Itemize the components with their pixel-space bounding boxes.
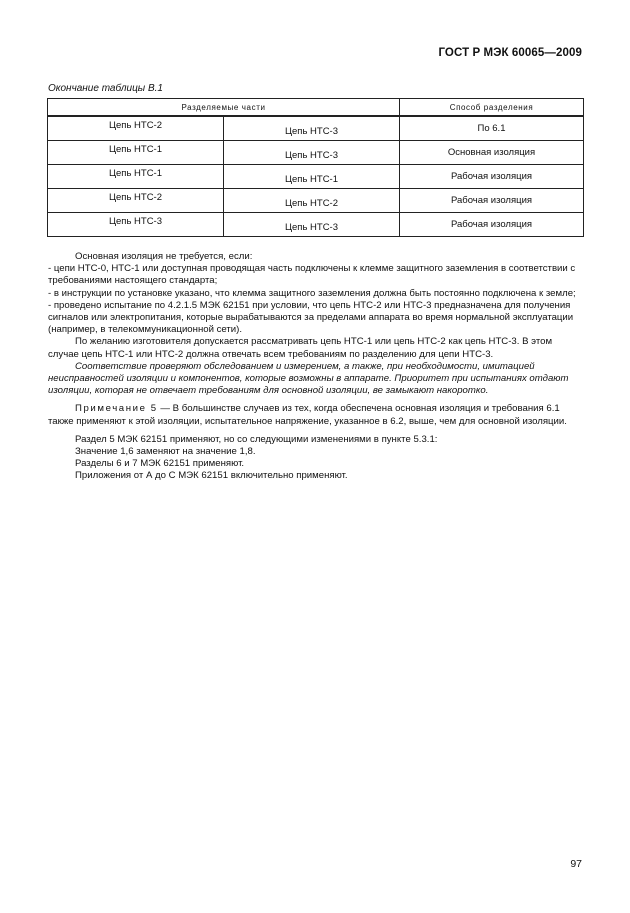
note-text: — В большинстве случаев из тех, когда обеспечена основная изоляция и требования 6.1 также применяют к этой изоляции, испытательное напряжение, указанное в 6.2, выше, чем для основной изоляции.: [48, 403, 567, 427]
document-standard-header: ГОСТ Р МЭК 60065—2009: [438, 47, 582, 59]
paragraph-section-5: Раздел 5 МЭК 62151 применяют, но со следующими изменениями в пункте 5.3.1:: [75, 433, 438, 445]
cell-part-b: Цепь НТС-1: [224, 165, 400, 189]
table-caption: Окончание таблицы В.1: [48, 83, 163, 94]
table-row: [48, 189, 584, 213]
paragraph-value-change: Значение 1,6 заменяют на значение 1,8.: [75, 446, 256, 458]
table-row: [48, 165, 584, 189]
body-text: [48, 251, 583, 483]
cell-method: По 6.1: [400, 116, 584, 141]
paragraph-compliance-check: Соответствие проверяют обследованием и измерением, а также, при необходимости, имитацией неисправностей изоляции и компонентов, которые возможны в аппарате. Приоритет при испытаниях отдают изоляции, которая не отвечает требованиям для основной изоляции, ве замыкают накоротко.: [48, 360, 569, 397]
table-row: [48, 141, 584, 165]
cell-method: Основная изоляция: [400, 141, 584, 165]
cell-part-a: Цепь НТС-1: [48, 165, 224, 189]
cell-part-b: Цепь НТС-3: [224, 141, 400, 165]
paragraph-basic-insulation-intro: Основная изоляция не требуется, если:: [75, 251, 253, 262]
cell-part-b: Цепь НТС-2: [224, 189, 400, 213]
cell-part-b: Цепь НТС-3: [224, 116, 400, 141]
cell-method: Рабочая изоляция: [400, 213, 584, 237]
table-row: [48, 116, 584, 141]
paragraph-note-5: [48, 403, 583, 427]
page-number: 97: [570, 858, 582, 870]
paragraph-condition-1: - цепи НТС-0, НТС-1 или доступная проводящая часть подключены к клемме защитного заземления в соответствии с требованиями настоящего стандарта;: [48, 263, 576, 287]
table-header-row: [48, 99, 584, 117]
cell-part-a: Цепь НТС-1: [48, 141, 224, 165]
separation-table: [47, 98, 584, 237]
paragraph-manufacturer-option: По желанию изготовителя допускается рассматривать цепь НТС-1 или цепь НТС-2 как цепь НТС-3. В этом случае цепь НТС-1 или НТС-2 должна отвечать всем требованиям по разделению для цепи НТС-3.: [48, 336, 553, 360]
cell-part-a: Цепь НТС-3: [48, 213, 224, 237]
cell-part-a: Цепь НТС-2: [48, 116, 224, 141]
header-separated-parts: Разделяемые части: [48, 99, 400, 117]
cell-part-b: Цепь НТС-3: [224, 213, 400, 237]
cell-part-a: Цепь НТС-2: [48, 189, 224, 213]
cell-method: Рабочая изоляция: [400, 189, 584, 213]
cell-method: Рабочая изоляция: [400, 165, 584, 189]
paragraph-condition-3: - проведено испытание по 4.2.1.5 МЭК 62151 при условии, что цепь НТС-2 или НТС-3 предназначена для получения сигналов или электропитания, которые вырабатываются за пределами аппарата во время нормальной эксплуатации (например, в телекоммуникационной сети).: [48, 299, 574, 336]
paragraph-annexes: Приложения от А до С МЭК 62151 включительно применяют.: [75, 470, 348, 482]
header-separation-method: Способ разделения: [400, 99, 584, 117]
paragraph-sections-6-7: Разделы 6 и 7 МЭК 62151 применяют.: [75, 458, 245, 470]
table-row: [48, 213, 584, 237]
paragraph-condition-2: - в инструкции по установке указано, что клемма защитного заземления должна быть постоянно подключена к земле;: [48, 287, 576, 299]
note-label: Примечание 5: [75, 403, 158, 415]
